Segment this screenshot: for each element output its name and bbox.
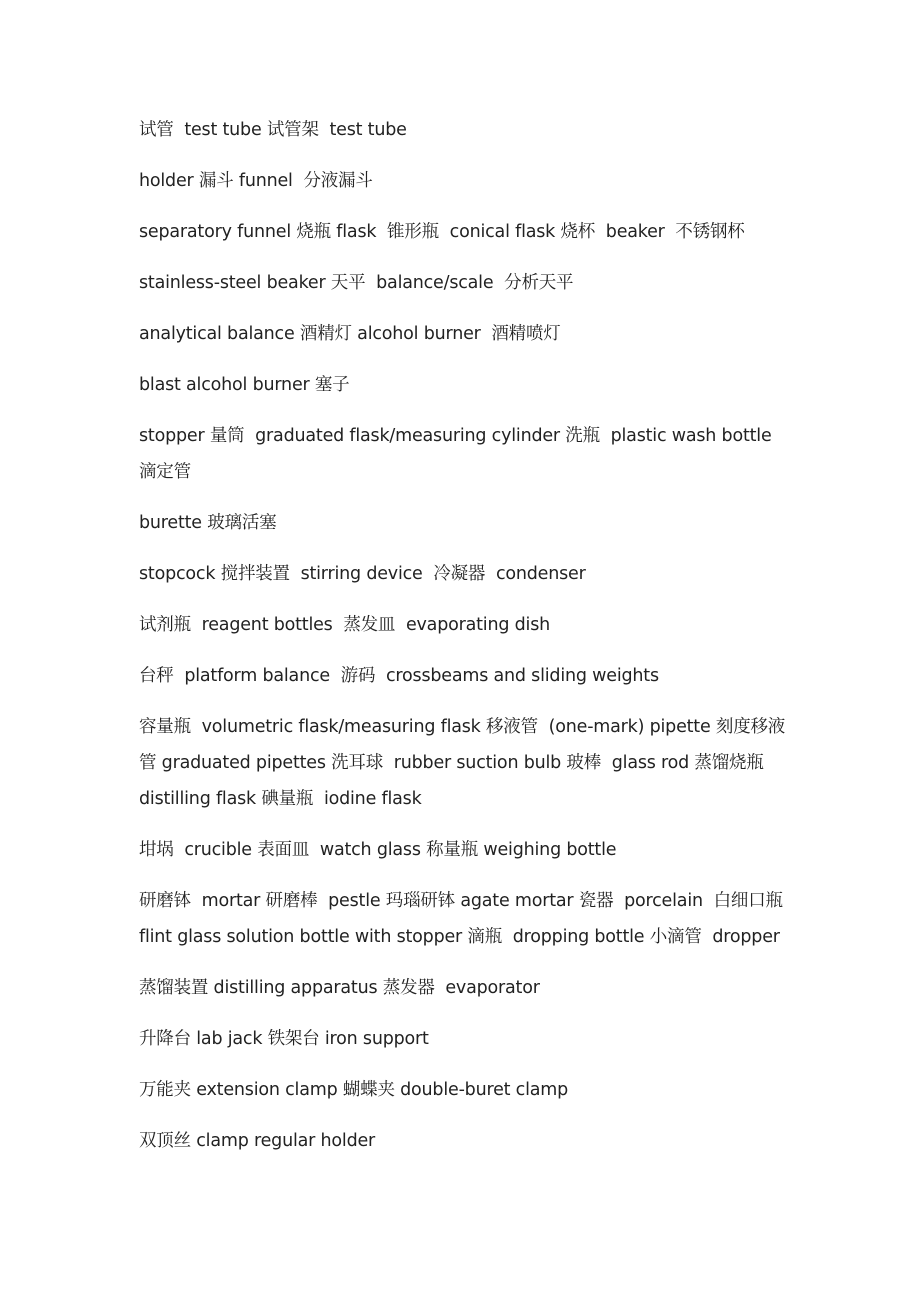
paragraph-8: burette 玻璃活塞	[139, 513, 277, 533]
paragraph-3: separatory funnel 烧瓶 flask 锥形瓶 conical flask 烧杯 beaker 不锈钢杯	[139, 222, 745, 242]
paragraph-1: 试管 test tube 试管架 test tube	[139, 120, 407, 140]
paragraph-11: 台秤 platform balance 游码 crossbeams and sliding weights	[139, 666, 659, 686]
paragraph-5: analytical balance 酒精灯 alcohol burner 酒精喷灯	[139, 324, 561, 344]
paragraph-13: 坩埚 crucible 表面皿 watch glass 称量瓶 weighing bottle	[139, 840, 617, 860]
paragraph-4: stainless-steel beaker 天平 balance/scale 分析天平	[139, 273, 574, 293]
paragraph-18: 双顶丝 clamp regular holder	[139, 1131, 376, 1151]
paragraph-10: 试剂瓶 reagent bottles 蒸发皿 evaporating dish	[139, 615, 550, 635]
paragraph-9: stopcock 搅拌装置 stirring device 冷凝器 condenser	[139, 564, 586, 584]
paragraph-14: 研磨钵 mortar 研磨棒 pestle 玛瑙研钵 agate mortar 瓷器 porcelain 白细口瓶 flint glass solution bottle with stopper 滴瓶 dropping bottle 小滴管 dropper	[139, 891, 789, 947]
paragraph-12: 容量瓶 volumetric flask/measuring flask 移液管 (one-mark) pipette 刻度移液管 graduated pipettes 洗耳球 rubber suction bulb 玻棒 glass rod 蒸馏烧瓶 distilling flask 碘量瓶 iodine flask	[139, 717, 786, 809]
document-body	[139, 112, 794, 1159]
paragraph-17: 万能夹 extension clamp 蝴蝶夹 double-buret clamp	[139, 1080, 569, 1100]
paragraph-15: 蒸馏装置 distilling apparatus 蒸发器 evaporator	[139, 978, 540, 998]
paragraph-16: 升降台 lab jack 铁架台 iron support	[139, 1029, 429, 1049]
paragraph-6: blast alcohol burner 塞子	[139, 375, 350, 395]
paragraph-2: holder 漏斗 funnel 分液漏斗	[139, 171, 373, 191]
paragraph-7: stopper 量筒 graduated flask/measuring cylinder 洗瓶 plastic wash bottle 滴定管	[139, 426, 777, 482]
